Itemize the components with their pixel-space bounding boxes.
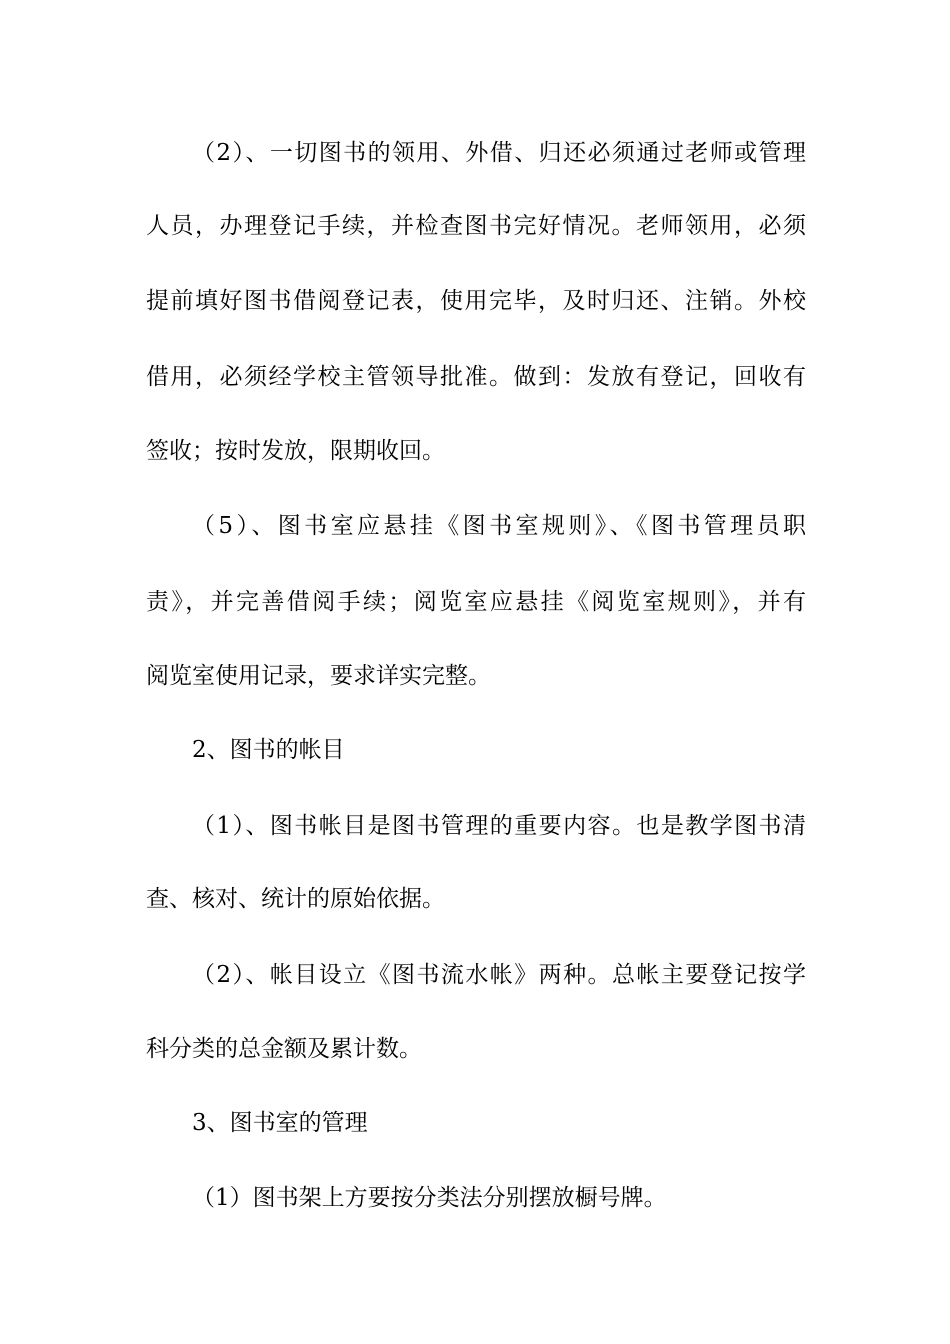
paragraph-line: （1）、图书帐目是图书管理的重要内容。也是教学图书清 (192, 813, 806, 839)
paragraph-line: （1）图书架上方要按分类法分别摆放橱号牌。 (192, 1185, 667, 1211)
section-heading: 3、图书室的管理 (192, 1110, 368, 1136)
paragraph-line: （2）、一切图书的领用、外借、归还必须通过老师或管理 (192, 140, 806, 166)
paragraph-line: 阅览室使用记录，要求详实完整。 (146, 663, 491, 689)
paragraph-line: 科分类的总金额及累计数。 (146, 1036, 422, 1062)
paragraph-line: 查、核对、统计的原始依据。 (146, 886, 445, 912)
paragraph-line: 人员，办理登记手续，并检查图书完好情况。老师领用，必须 (146, 213, 806, 239)
paragraph-line: （2）、帐目设立《图书流水帐》两种。总帐主要登记按学 (192, 962, 806, 988)
paragraph-line: 提前填好图书借阅登记表，使用完毕，及时归还、注销。外校 (146, 288, 806, 314)
paragraph-line: 责》，并完善借阅手续；阅览室应悬挂《阅览室规则》，并有 (146, 589, 806, 615)
paragraph-line: 借用，必须经学校主管领导批准。做到：发放有登记，回收有 (146, 364, 806, 390)
paragraph-line: （5）、图书室应悬挂《图书室规则》、《图书管理员职 (192, 513, 806, 539)
paragraph-line: 签收；按时发放，限期收回。 (146, 438, 445, 464)
section-heading: 2、图书的帐目 (192, 737, 345, 763)
